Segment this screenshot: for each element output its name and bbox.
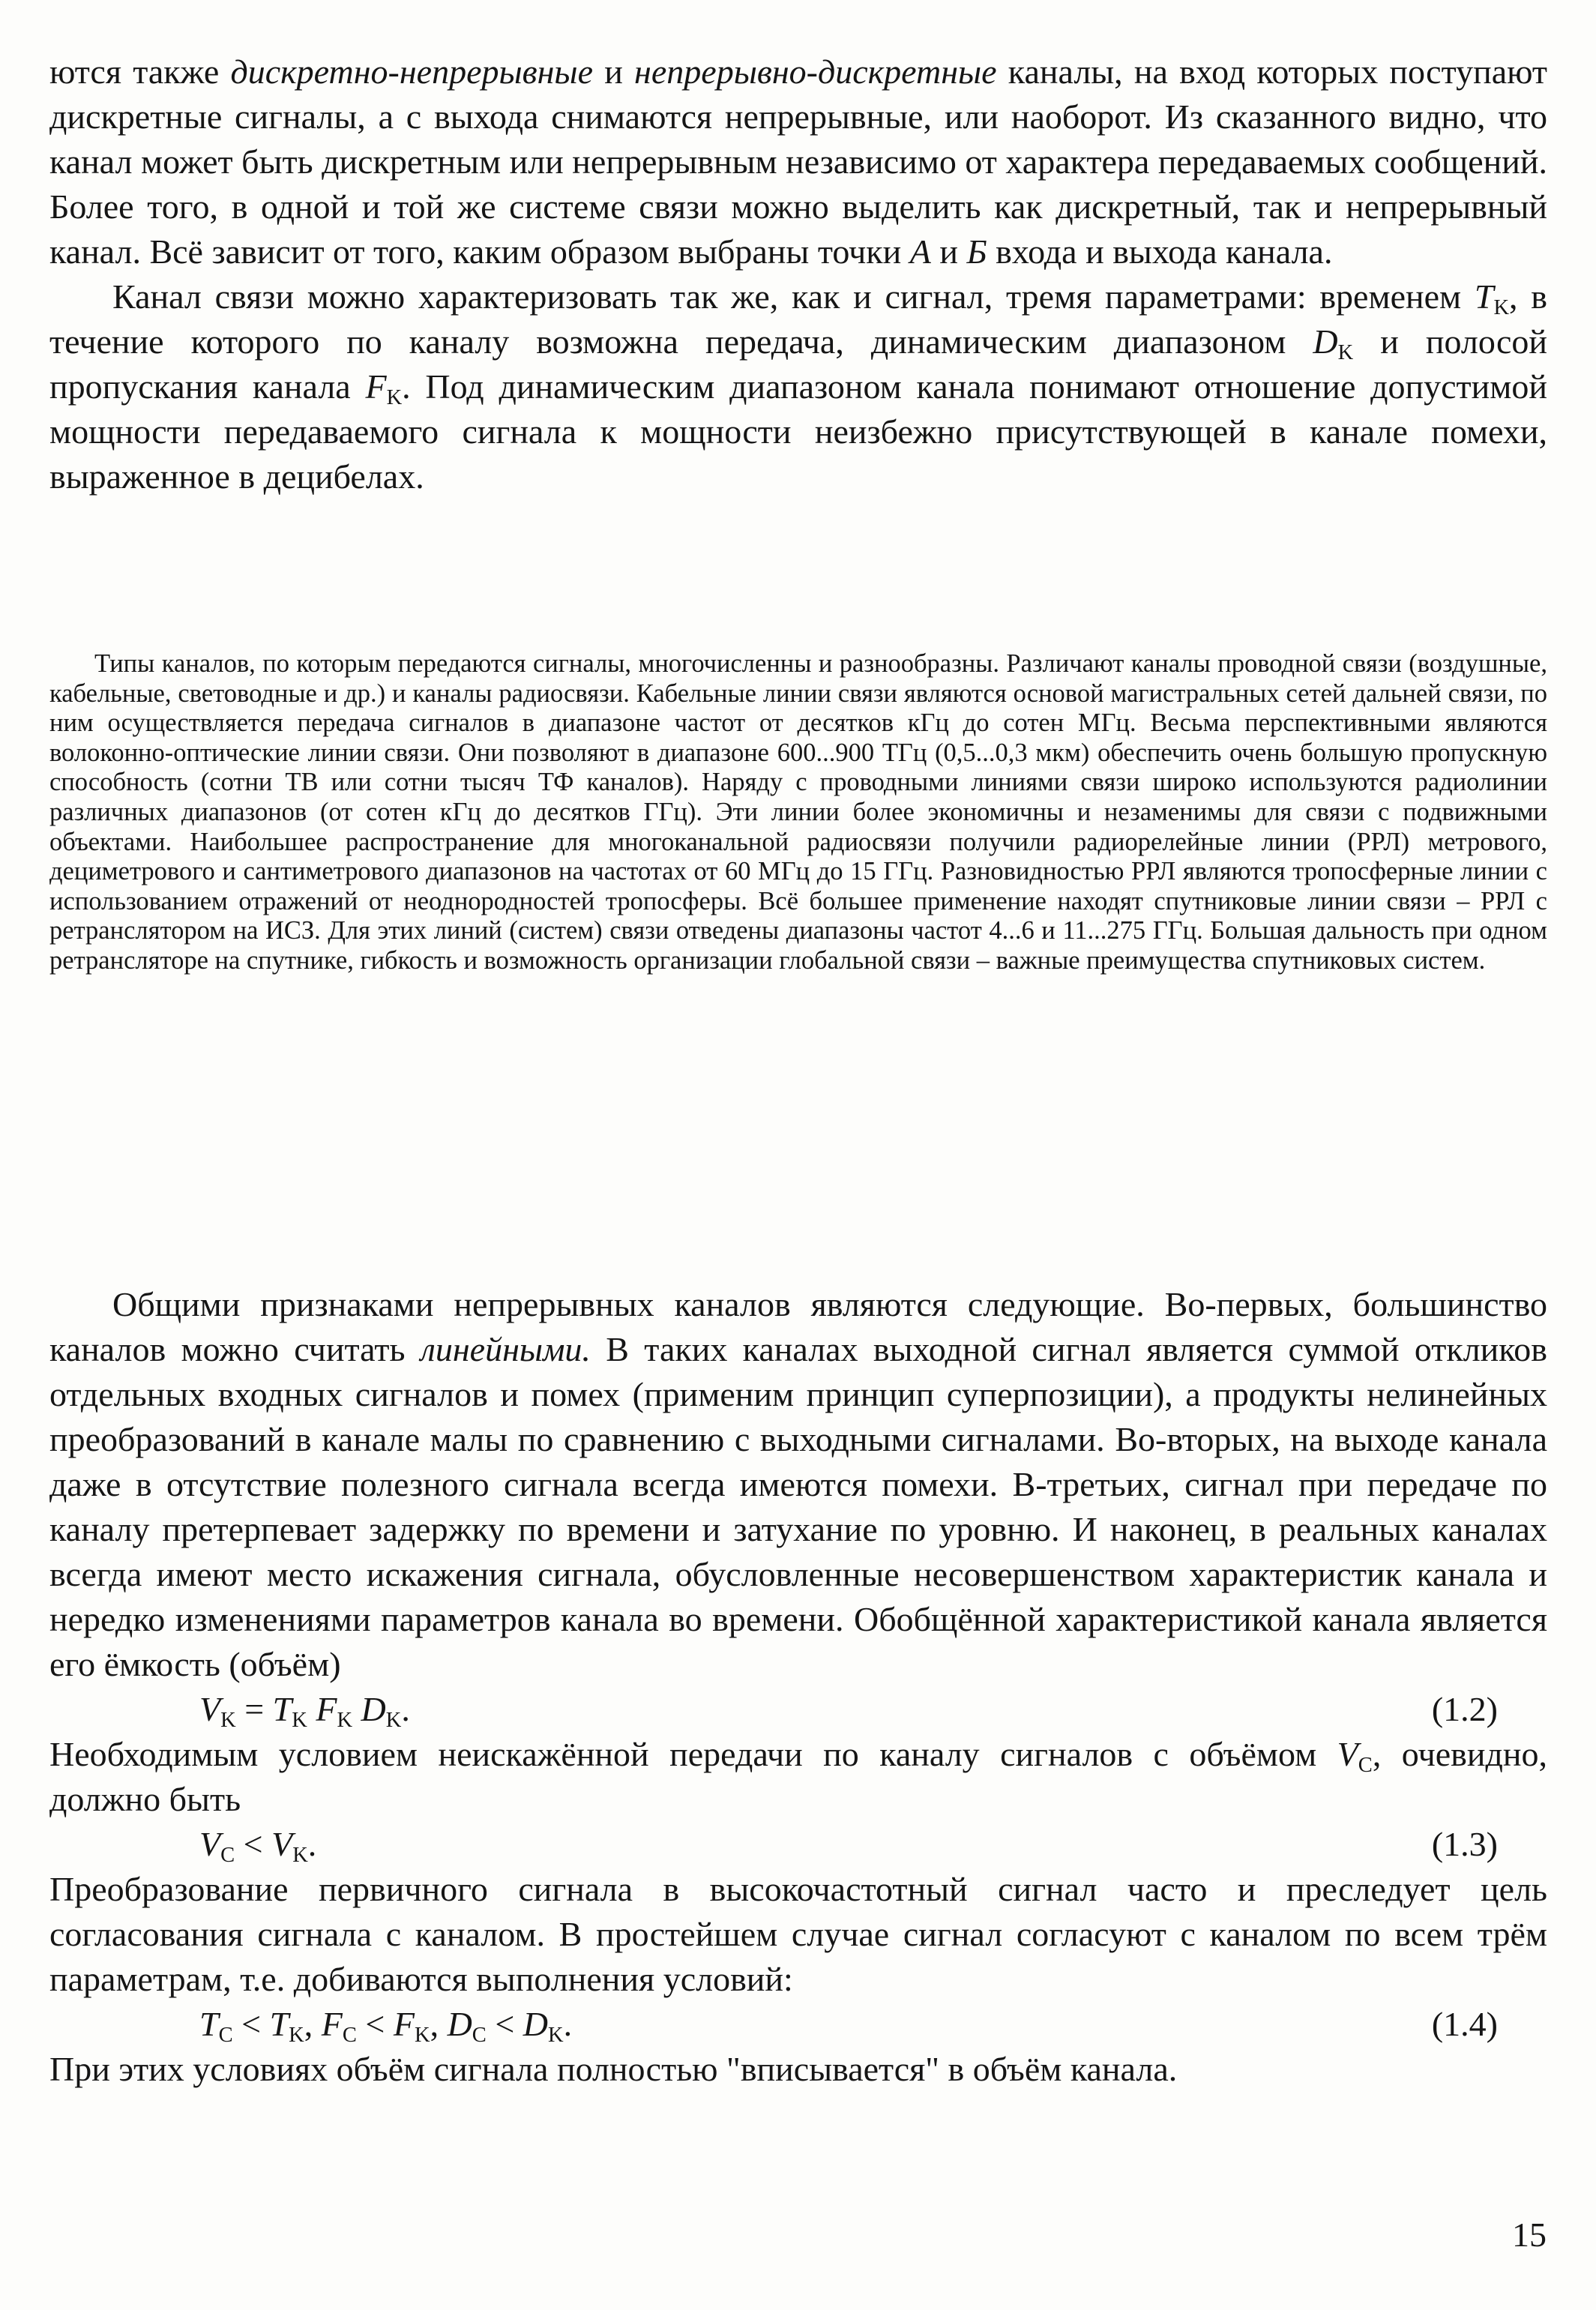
paragraph-volume-fit: При этих условиях объём сигнала полностью "вписывается" в объём канала. xyxy=(49,2050,1178,2088)
text: Необходимым условием неискажённой передачи по каналу сигналов с объёмом xyxy=(49,1735,1337,1773)
equation-formula: $V_C < V_K$. xyxy=(199,1825,317,1867)
text: Канал связи можно характеризовать так же, как и сигнал, тремя параметрами: временем xyxy=(112,277,1475,316)
text: . Под динамическим диапазоном канала понимают отношение допустимой мощности передаваемого сигнала к мощности неизбежно присутствующей в канале помехи, выраженное в децибелах. xyxy=(49,367,1547,496)
symbol-vc: V xyxy=(1337,1735,1358,1773)
equation-1-4 xyxy=(49,2002,1547,2047)
page-number: 15 xyxy=(1512,2216,1547,2254)
small-print-note xyxy=(49,649,1547,976)
equation-1-2 xyxy=(49,1687,1547,1732)
text: каналы, на вход которых поступают дискретные сигналы, а с выхода снимаются непрерывные, или наоборот. Из сказанного видно, что канал может быть дискретным или непрерывным независимо от характера передаваемых сообщений. Более того, в одной и той же системе связи можно выделить как дискретный, так и непрерывный канал. Всё зависит от того, каким образом выбраны точки xyxy=(49,52,1547,271)
text: входа и выхода канала. xyxy=(987,232,1333,271)
term-continuous-discrete: непрерывно-дискретные xyxy=(634,52,997,91)
equation-formula: $V_K = T_K$ $F_K$ $D_K$. xyxy=(199,1690,410,1732)
point-b: Б xyxy=(966,232,987,271)
equation-number: (1.3) xyxy=(1431,1825,1498,1863)
paragraph-channel-types-continuation xyxy=(49,49,1547,274)
text: , в течение которого по каналу возможна передача, динамическим диапазоном xyxy=(49,277,1547,361)
text: , очевидно, должно быть xyxy=(49,1735,1547,1818)
term-discrete-continuous: дискретно-непрерывные xyxy=(230,52,593,91)
equation-number: (1.4) xyxy=(1431,2005,1498,2043)
lower-text-block xyxy=(49,1282,1547,2092)
paragraph-continuous-channel-features xyxy=(49,1282,1547,1687)
text: и xyxy=(593,52,635,91)
note-channel-kinds: Типы каналов, по которым передаются сигналы, многочисленны и разнообразны. Различают каналы проводной связи (воздушные, кабельные, световодные и др.) и каналы радиосвязи. Кабельные линии связи являются основой магистральных сетей дальней связи, по ним осуществляется передача сигналов в диапазоне частот от десятков кГц до сотен МГц. Весьма перспективными являются волоконно-оптические линии связи. Они позволяют в диапазоне 600...900 ТГц (0,5...0,3 мкм) обеспечить очень большую пропускную способность (сотни ТВ или сотни тысяч ТФ каналов). Наряду с проводными линиями связи широко используются радиолинии различных диапазонов (от сотен кГц до десятков ГГц). Эти линии более экономичны и незаменимы для связи с подвижными объектами. Наибольшее распространение для многоканальной радиосвязи получили радиорелейные линии (РРЛ) метрового, дециметрового и сантиметрового диапазонов на частотах от 60 МГц до 15 ГГц. Разновидностью РРЛ являются тропосферные линии с использованием отражений от неоднородностей тропосферы. Всё большее применение находят спутниковые линии связи – РРЛ с ретранслятором на ИСЗ. Для этих линий (систем) связи отведены диапазоны частот 4...6 и 11...275 ГГц. Большая дальность при одном ретрансляторе на спутнике, гибкость и возможность организации глобальной связи – важные преимущества спутниковых систем. xyxy=(49,649,1547,975)
symbol-fk: F xyxy=(365,367,387,406)
subscript: K xyxy=(1337,340,1354,364)
term-linear: линейными. xyxy=(420,1330,591,1368)
text: ются также xyxy=(49,52,231,91)
point-a: А xyxy=(909,232,931,271)
paragraph-channel-parameters xyxy=(49,274,1547,499)
text: В таких каналах выходной сигнал является суммой откликов отдельных входных сигналов и помех (применим принцип суперпозиции), а продукты нелинейных преобразований в канале малы по сравнению с выходными сигналами. Во-вторых, на выходе канала даже в отсутствие полезного сигнала всегда имеются помехи. В-третьих, сигнал при передаче по каналу претерпевает задержку по времени и затухание по уровню. И наконец, в реальных каналах всегда имеют место искажения сигнала, обусловленные несовершенством характеристик канала и нередко изменениями параметров канала во времени. Обобщённой характеристикой канала является его ёмкость (объём) xyxy=(49,1330,1547,1683)
symbol-tk: T xyxy=(1474,277,1494,316)
paragraph-undistorted-condition xyxy=(49,1732,1547,1822)
symbol-dk: D xyxy=(1313,322,1338,361)
text: и xyxy=(930,232,967,271)
text: Общими признаками непрерывных каналов являются следующие. Во-первых, большинство каналов можно считать xyxy=(49,1285,1547,1368)
text: и полосой пропускания канала xyxy=(49,322,1548,406)
upper-text-block xyxy=(49,49,1547,499)
subscript: K xyxy=(386,385,403,409)
subscript: K xyxy=(1493,295,1510,319)
equation-number: (1.2) xyxy=(1431,1690,1498,1728)
paragraph-signal-matching: Преобразование первичного сигнала в высокочастотный сигнал часто и преследует цель согласования сигнала с каналом. В простейшем случае сигнал согласуют с каналом по всем трём параметрам, т.е. добиваются выполнения условий: xyxy=(49,1870,1547,1998)
equation-formula: $T_C < T_K$, $F_C < F_K$, $D_C < D_K$. xyxy=(199,2005,573,2047)
subscript: C xyxy=(1358,1753,1373,1777)
equation-1-3 xyxy=(49,1822,1547,1867)
